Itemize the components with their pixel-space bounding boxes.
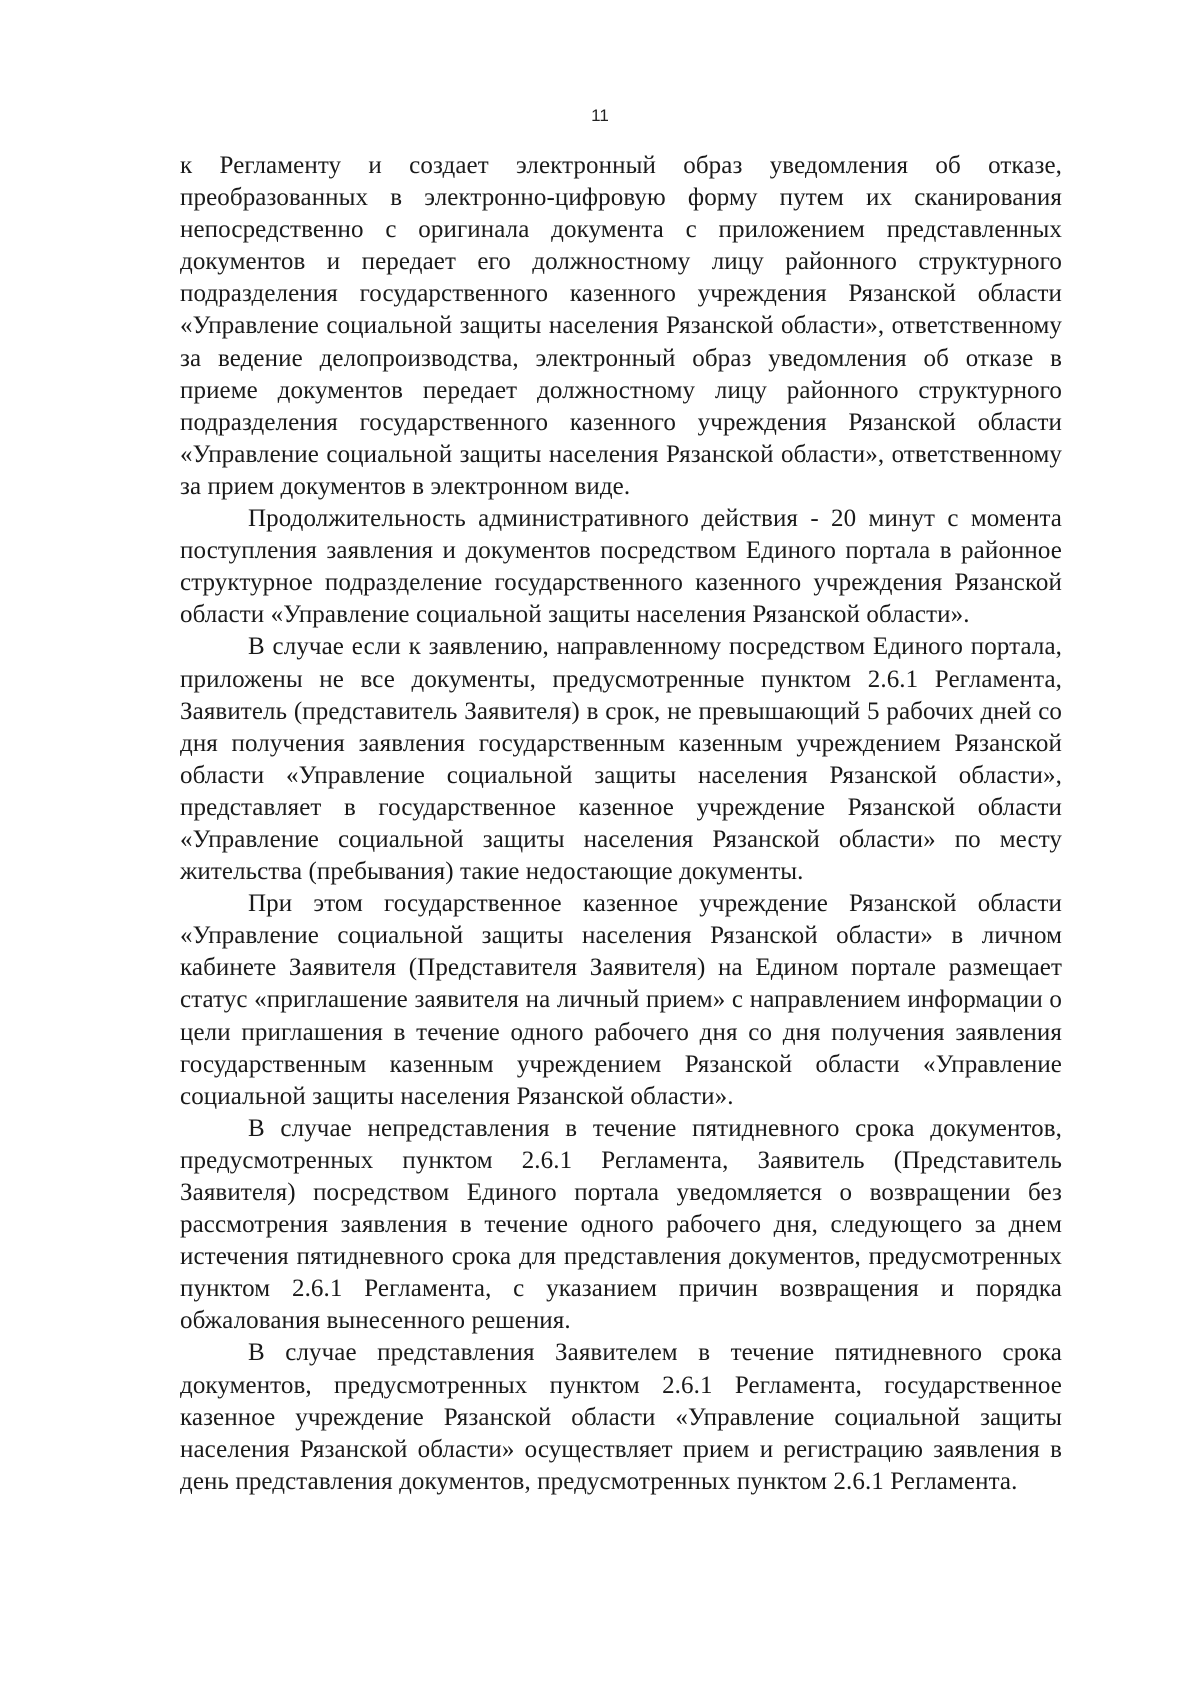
paragraph-missing-documents: В случае если к заявлению, направленному посредством Единого портала, приложены не все документы, предусмотренные пунктом 2.6.1 Регламента, Заявитель (представитель Заявителя) в срок, не превышающий 5 рабочих дней со дня получения заявления государственным казенным учреждением Рязанской области «Управление социальной защиты населения Рязанской области», представляет в государственное казенное учреждение Рязанской области «Управление социальной защиты населения Рязанской области» по месту жительства (пребывания) такие недостающие документы. xyxy=(180,633,1062,886)
paragraph-continuation: к Регламенту и создает электронный образ уведомления об отказе, преобразованных в электронно-цифровую форму путем их сканирования непосредственно с оригинала документа с приложением представленных документов и передает его должностному лицу районного структурного подразделения государственного казенного учреждения Рязанской области «Управление социальной защиты населения Рязанской области», ответственному за ведение делопроизводства, электронный образ уведомления об отказе в приеме документов передает должностному лицу районного структурного подразделения государственного казенного учреждения Рязанской области «Управление социальной защиты населения Рязанской области», ответственному за прием документов в электронном виде. xyxy=(180,152,1062,500)
document-body xyxy=(180,150,1062,1498)
page-number: 11 xyxy=(591,106,609,125)
paragraph-duration: Продолжительность административного действия - 20 минут с момента поступления заявления и документов посредством Единого портала в районное структурное подразделение государственного казенного учреждения Рязанской области «Управление социальной защиты населения Рязанской области». xyxy=(180,505,1062,629)
paragraph-submission: В случае представления Заявителем в течение пятидневного срока документов, предусмотренных пунктом 2.6.1 Регламента, государственное казенное учреждение Рязанской области «Управление социальной защиты населения Рязанской области» осуществляет прием и регистрацию заявления в день представления документов, предусмотренных пунктом 2.6.1 Регламента. xyxy=(180,1339,1062,1495)
paragraph-invitation-status: При этом государственное казенное учреждение Рязанской области «Управление социальной защиты населения Рязанской области» в личном кабинете Заявителя (Представителя Заявителя) на Едином портале размещает статус «приглашение заявителя на личный прием» с направлением информации о цели приглашения в течение одного рабочего дня со дня получения заявления государственным казенным учреждением Рязанской области «Управление социальной защиты населения Рязанской области». xyxy=(180,890,1062,1110)
paragraph-non-submission: В случае непредставления в течение пятидневного срока документов, предусмотренных пунктом 2.6.1 Регламента, Заявитель (Представитель Заявителя) посредством Единого портала уведомляется о возвращении без рассмотрения заявления в течение одного рабочего дня, следующего за днем истечения пятидневного срока для представления документов, предусмотренных пунктом 2.6.1 Регламента, с указанием причин возвращения и порядка обжалования вынесенного решения. xyxy=(180,1114,1062,1335)
